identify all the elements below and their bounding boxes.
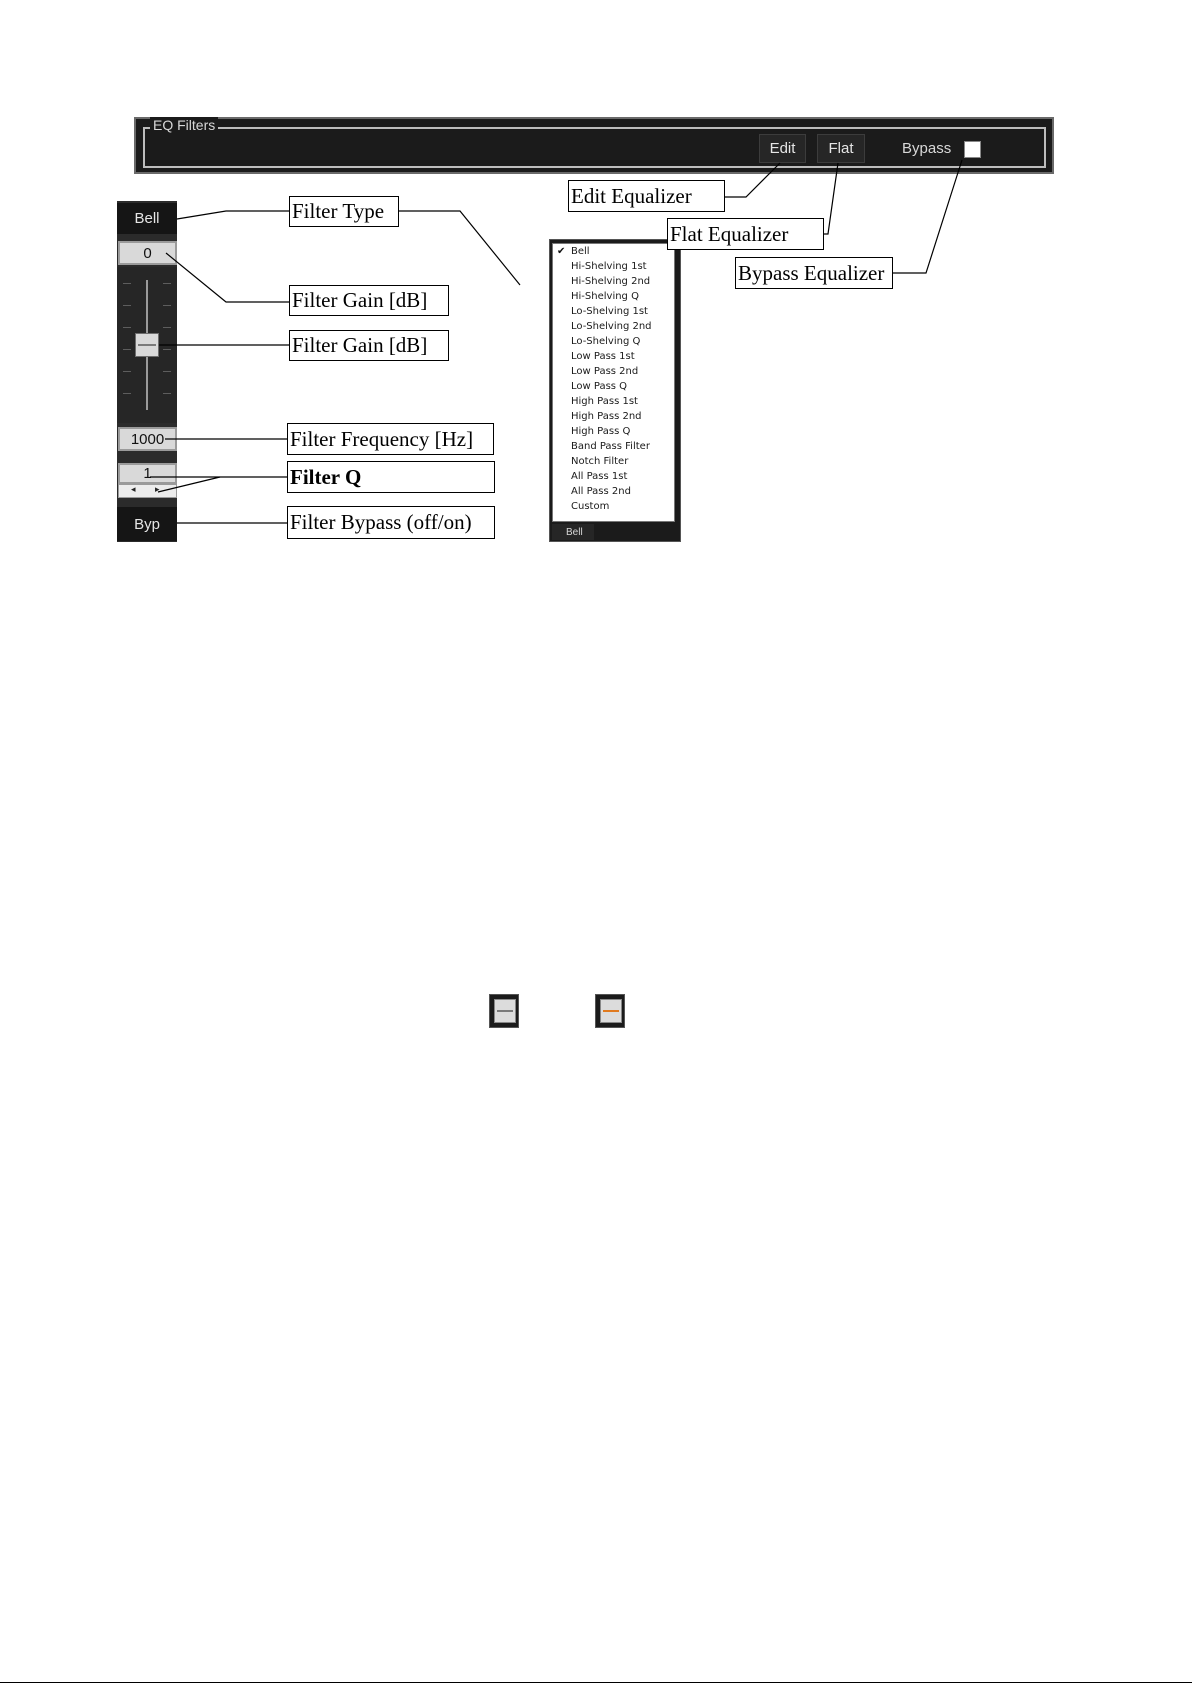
connector-gain-value	[166, 253, 290, 302]
menu-item[interactable]: Lo-Shelving 2nd	[571, 321, 652, 332]
callout-filter-type: Filter Type	[289, 196, 399, 227]
flat-button[interactable]: Flat	[817, 134, 865, 163]
menu-item[interactable]: High Pass Q	[571, 426, 631, 437]
fader-knob-normal-icon	[489, 994, 519, 1028]
menu-item[interactable]: High Pass 1st	[571, 396, 638, 407]
eq-filters-title: EQ Filters	[150, 117, 218, 133]
menu-item[interactable]: High Pass 2nd	[571, 411, 642, 422]
menu-item[interactable]: Low Pass Q	[571, 381, 628, 392]
menu-item[interactable]: Low Pass 2nd	[571, 366, 639, 377]
menu-item[interactable]: All Pass 1st	[571, 471, 628, 482]
menu-item[interactable]: Bell	[571, 246, 590, 257]
spin-left-icon[interactable]: ◂	[131, 484, 136, 494]
menu-item[interactable]: Lo-Shelving 1st	[571, 306, 648, 317]
spin-right-icon[interactable]: ▸	[155, 484, 160, 494]
menu-item[interactable]: Custom	[571, 501, 610, 512]
edit-button[interactable]: Edit	[759, 134, 806, 163]
filter-type-button[interactable]: Bell	[117, 203, 177, 234]
callout-filter-gain: Filter Gain [dB]	[289, 285, 449, 316]
connector-flat	[823, 163, 838, 234]
menu-item[interactable]: Band Pass Filter	[571, 441, 650, 452]
connector-bypass-eq	[892, 160, 962, 273]
menu-item[interactable]: Hi-Shelving 2nd	[571, 276, 651, 287]
callout-filter-frequency: Filter Frequency [Hz]	[287, 423, 494, 455]
callout-bypass-equalizer: Bypass Equalizer	[735, 257, 893, 289]
fader-knob-active-icon	[595, 994, 625, 1028]
connector-q-spinner	[158, 477, 220, 492]
menu-item[interactable]: Hi-Shelving 1st	[571, 261, 647, 272]
callout-filter-bypass: Filter Bypass (off/on)	[287, 506, 495, 539]
connector-filter-type-menu	[398, 211, 520, 285]
connector-filter-type	[177, 211, 290, 219]
filter-q-field[interactable]: 1	[118, 463, 177, 484]
filter-gain-field[interactable]: 0	[118, 241, 177, 265]
menu-item[interactable]: Low Pass 1st	[571, 351, 635, 362]
menu-item[interactable]: Lo-Shelving Q	[571, 336, 641, 347]
filter-frequency-field[interactable]: 1000	[118, 427, 177, 451]
callout-filter-gain: Filter Gain [dB]	[289, 330, 449, 361]
check-icon: ✔	[557, 246, 566, 257]
menu-item[interactable]: All Pass 2nd	[571, 486, 631, 497]
menu-item[interactable]: Notch Filter	[571, 456, 629, 467]
bypass-label: Bypass	[902, 140, 952, 157]
filter-type-selected[interactable]: Bell	[552, 524, 594, 540]
connector-edit	[724, 163, 780, 197]
menu-item[interactable]: Hi-Shelving Q	[571, 291, 639, 302]
filter-bypass-button[interactable]: Byp	[117, 507, 177, 541]
page-bottom-rule	[0, 1682, 1192, 1683]
callout-flat-equalizer: Flat Equalizer	[667, 218, 824, 250]
callout-filter-q: Filter Q	[287, 461, 495, 493]
filter-type-menu	[552, 243, 675, 522]
callout-edit-equalizer: Edit Equalizer	[568, 180, 725, 212]
